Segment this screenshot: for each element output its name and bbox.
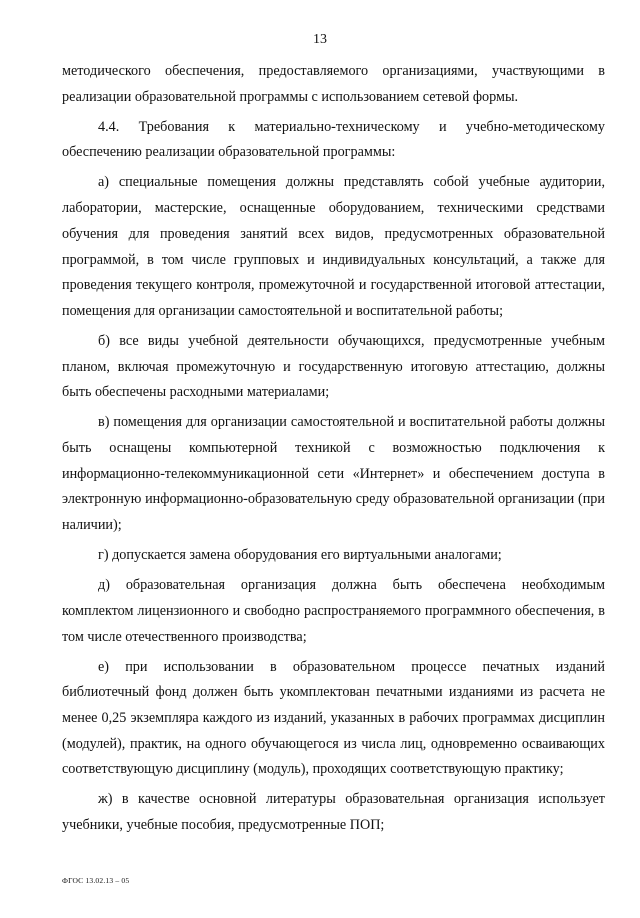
paragraph-item-b: б) все виды учебной деятельности обучающихся, предусмотренные учебным планом, включая промежуточную и государственную итоговую аттестацию, должны быть обеспечены расходными материалами; [62,332,605,401]
paragraph-section-4-4: 4.4. Требования к материально-техническому и учебно-методическому обеспечению реализации образовательной программы: [62,118,605,161]
document-body [62,59,605,839]
paragraph-item-a: а) специальные помещения должны представлять собой учебные аудитории, лаборатории, мастерские, оснащенные оборудованием, техническими средствами обучения для проведения занятий всех видов, предусмотренных образовательной программой, в том числе групповых и индивидуальных консультаций, а также для проведения текущего контроля, промежуточной и государственной итоговой аттестации, помещения для организации самостоятельной и воспитательной работы; [62,174,605,319]
footer-code: ФГОС 13.02.13 – 05 [62,876,130,885]
paragraph-item-zh: ж) в качестве основной литературы образовательная организация использует учебники, учебные пособия, предусмотренные ПОП; [62,791,605,834]
paragraph-item-g: г) допускается замена оборудования его виртуальными аналогами; [98,547,502,564]
paragraph-item-e: е) при использовании в образовательном процессе печатных изданий библиотечный фонд должен быть укомплектован печатными изданиями из расчета не менее 0,25 экземпляра каждого из изданий, указанных в рабочих программах дисциплин (модулей), практик, на одного обучающегося из числа лиц, одновременно осваивающих соответствующую дисциплину (модуль), проходящих соответствующую практику; [62,658,605,778]
paragraph-continuation: методического обеспечения, предоставляемого организациями, участвующими в реализации образовательной программы с использованием сетевой формы. [62,63,605,105]
paragraph-item-v: в) помещения для организации самостоятельной и воспитательной работы должны быть оснащены компьютерной техникой с возможностью подключения к информационно-телекоммуникационной сети «Интернет» и обеспечением доступа в электронную информационно-образовательную среду образовательной организации (при наличии); [62,414,605,534]
paragraph-item-d: д) образовательная организация должна быть обеспечена необходимым комплектом лицензионного и свободно распространяемого программного обеспечения, в том числе отечественного производства; [62,577,605,645]
page-number: 13 [313,32,327,47]
